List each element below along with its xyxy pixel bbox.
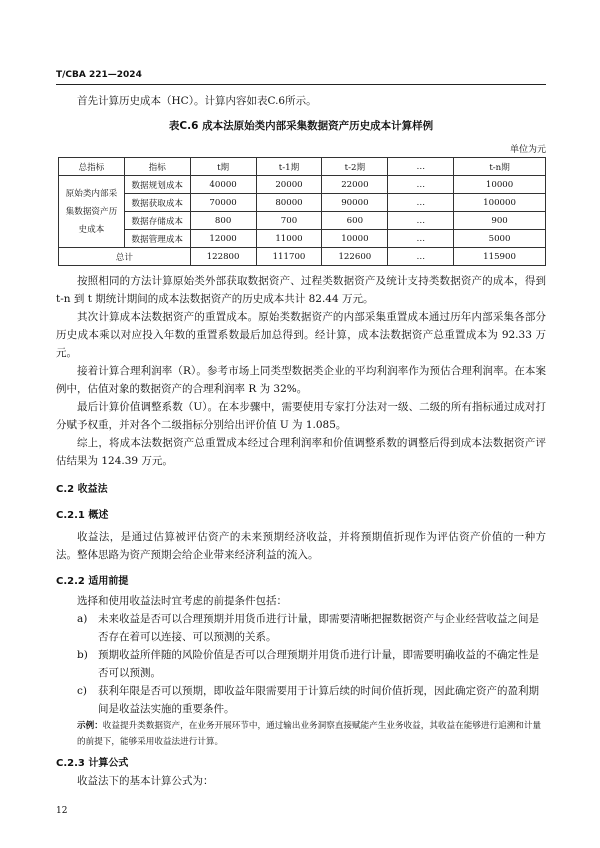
- table-row: [59, 176, 546, 194]
- cell: 12000: [190, 230, 256, 248]
- page-number: 12: [56, 806, 68, 816]
- table-row: [59, 194, 546, 212]
- formula-intro: 收益法下的基本计算公式为：: [77, 775, 214, 787]
- cell: 5000: [454, 230, 546, 248]
- table-row: [59, 230, 546, 248]
- cell: 900: [454, 212, 546, 230]
- table-header-row: [59, 158, 546, 176]
- cell: …: [388, 212, 454, 230]
- cell: 10000: [454, 176, 546, 194]
- cell: …: [388, 248, 454, 266]
- cell: 800: [190, 212, 256, 230]
- list-text: 获利年限是否可以预期，即收益年限需要用于计算后续的时间价值折现，因此确定资产的盈利期间是收益法实施的重要条件。: [98, 685, 539, 715]
- list-text: 未来收益是否可以合理预期并用货币进行计量，即需要清晰把握数据资产与企业经营收益之间是否存在着可以连接、可以预测的关系。: [98, 613, 539, 643]
- example-text: 收益提升类数据资产，在业务开展环节中，通过输出业务洞察直接赋能产生业务收益，其收益在能够进行追溯和计量的前提下，能够采用收益法进行计算。: [77, 721, 542, 747]
- cost-table: [58, 157, 546, 266]
- header-cell: t期: [190, 158, 256, 176]
- cell: …: [388, 176, 454, 194]
- list-marker: b): [77, 649, 88, 661]
- example-label: 示例：: [77, 721, 103, 731]
- premise-intro: 选择和使用收益法时宜考虑的前提条件包括：: [77, 595, 287, 607]
- overview-paragraph: 收益法，是通过估算被评估资产的未来预期经济收益，并将预期值折现作为评估资产价值的一种方法。整体思路为资产预期会给企业带来经济利益的流入。: [56, 531, 546, 561]
- body-paragraph: 接着计算合理利润率（R）。参考市场上同类型数据类企业的平均利润率作为预估合理利润率。在本案例中，估值对象的数据资产的合理利润率 R 为 32%。: [56, 365, 546, 395]
- intro-paragraph: 首先计算历史成本（HC）。计算内容如表C.6所示。: [77, 95, 317, 107]
- header-cell: 指标: [124, 158, 190, 176]
- body-paragraph: 按照相同的方法计算原始类外部获取数据资产、过程类数据资产及统计支持类数据资产的成本，得到 t-n 到 t 期统计期间的成本法数据资产的历史成本共计 82.44 万元。: [56, 275, 546, 305]
- cell: 122800: [190, 248, 256, 266]
- cell: 100000: [454, 194, 546, 212]
- row-label: 数据规划成本: [124, 176, 190, 194]
- cell: 11000: [256, 230, 322, 248]
- example-note: [77, 718, 546, 750]
- cell: …: [388, 194, 454, 212]
- header-cell: t-2期: [322, 158, 388, 176]
- cell: 90000: [322, 194, 388, 212]
- list-marker: a): [77, 613, 88, 625]
- list-item: [77, 682, 546, 718]
- cell: 111700: [256, 248, 322, 266]
- cell: 20000: [256, 176, 322, 194]
- body-paragraph: 其次计算成本法数据资产的重置成本。原始类数据资产的内部采集重置成本通过历年内部采集各部分历史成本乘以对应投入年数的重置系数最后加总得到。经计算，成本法数据资产总重置成本为 92.33 万元。: [56, 311, 546, 359]
- cell: 600: [322, 212, 388, 230]
- cell: …: [388, 230, 454, 248]
- header-cell: …: [388, 158, 454, 176]
- cell: 80000: [256, 194, 322, 212]
- table-total-row: [59, 248, 546, 266]
- row-label: 数据管理成本: [124, 230, 190, 248]
- cell: 122600: [322, 248, 388, 266]
- section-heading-c21: C.2.1 概述: [56, 510, 109, 521]
- table-row: [59, 212, 546, 230]
- header-rule: [56, 84, 546, 85]
- cell: 22000: [322, 176, 388, 194]
- row-label: 数据获取成本: [124, 194, 190, 212]
- cell: 115900: [454, 248, 546, 266]
- section-heading-c22: C.2.2 适用前提: [56, 576, 129, 587]
- section-heading-c23: C.2.3 计算公式: [56, 758, 129, 769]
- group-label: 原始类内部采集数据资产历史成本: [59, 176, 125, 248]
- list-marker: c): [77, 685, 87, 697]
- list-item: [77, 646, 546, 682]
- header-cell: 总指标: [59, 158, 125, 176]
- table-unit: 单位为元: [509, 145, 546, 155]
- cell: 40000: [190, 176, 256, 194]
- list-item: [77, 610, 546, 646]
- table-title: 表C.6 成本法原始类内部采集数据资产历史成本计算样例: [168, 120, 434, 132]
- body-paragraph: 最后计算价值调整系数（U）。在本步骤中，需要使用专家打分法对一级、二级的所有指标通过成对打分赋予权重，并对各个二级指标分别给出评价值 U 为 1.085。: [56, 401, 546, 431]
- cell: 10000: [322, 230, 388, 248]
- row-label: 数据存储成本: [124, 212, 190, 230]
- total-label: 总计: [59, 248, 191, 266]
- cell: 700: [256, 212, 322, 230]
- body-paragraph: 综上，将成本法数据资产总重置成本经过合理利润率和价值调整系数的调整后得到成本法数据资产评估结果为 124.39 万元。: [56, 437, 546, 467]
- header-cell: t-n期: [454, 158, 546, 176]
- cell: 70000: [190, 194, 256, 212]
- list-text: 预期收益所伴随的风险价值是否可以合理预期并用货币进行计量，即需要明确收益的不确定性是否可以预测。: [98, 649, 539, 679]
- header-cell: t-1期: [256, 158, 322, 176]
- section-heading-c2: C.2 收益法: [56, 484, 108, 495]
- standard-code: T/CBA 221—2024: [56, 70, 142, 80]
